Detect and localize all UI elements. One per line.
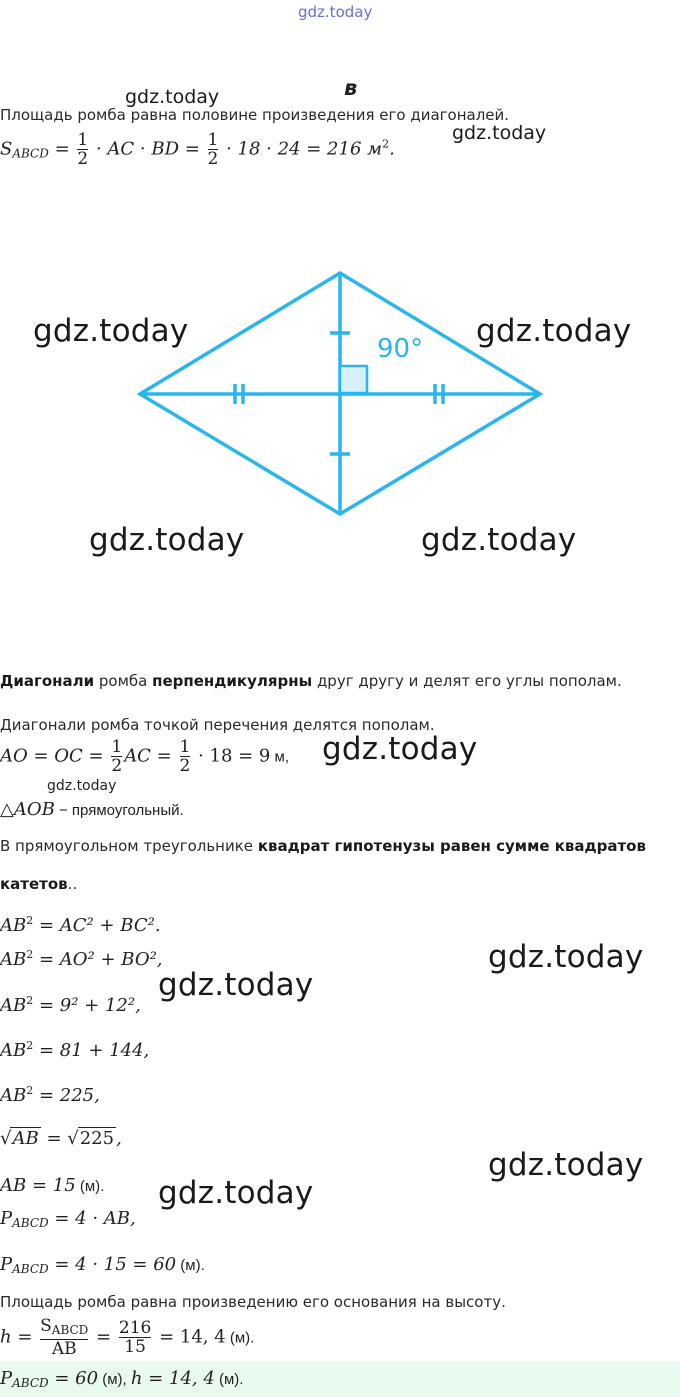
watermark: gdz.today — [125, 86, 220, 108]
watermark: gdz.today — [47, 778, 117, 794]
pythagoras-rule-text-cont: катетов.. — [0, 875, 78, 893]
answer-line: $P_{ABCD} = 60$ (м), h = 14, 4 (м). — [0, 1368, 244, 1390]
step-line: $AB^2 = 225$, — [0, 1084, 100, 1106]
step-line: $AB^2 = 81 + 144$, — [0, 1039, 150, 1061]
step-line: $AB^2 = 9^2 + 12^2$, — [0, 994, 141, 1016]
area-rule-text: Площадь ромба равна половине произведения его диагоналей. — [0, 106, 510, 124]
watermark: gdz.today — [488, 1147, 644, 1183]
height-rule-text: Площадь ромба равна произведению его основания на высоту. — [0, 1293, 506, 1311]
area-formula: $S_{ABCD}$ = $\frac{1}{2}$ · AC · BD = $\frac{1}{2}$ · 18 · 24 = 216 $м^2$. — [0, 130, 395, 169]
angle-label: 90° — [377, 334, 424, 364]
watermark: gdz.today — [158, 1175, 314, 1211]
watermark: gdz.today — [33, 313, 189, 349]
bisect-rule-text: Диагонали ромба точкой перечения делятся пополам. — [0, 716, 435, 734]
pythagoras-rule-text: В прямоугольном треугольнике квадрат гипотенузы равен сумме квадратов — [0, 837, 646, 855]
perimeter-formula: $P_{ABCD} = 4$ · AB, — [0, 1208, 136, 1230]
diagonal-rule-text: Диагонали ромба перпендикулярны друг другу и делят его углы пополам. — [0, 672, 622, 690]
watermark-top: gdz.today — [298, 3, 373, 21]
ao-formula: AO = OC = $\frac{1}{2}$ AC = $\frac{1}{2}$ · 18 = 9 м, — [0, 737, 290, 776]
watermark: gdz.today — [89, 522, 245, 558]
triangle-line: △AOB − прямоугольный. — [0, 799, 184, 820]
watermark: gdz.today — [476, 313, 632, 349]
ab-result: AB = 15 (м). — [0, 1175, 105, 1196]
section-heading: в — [344, 76, 358, 100]
watermark: gdz.today — [158, 967, 314, 1003]
right-angle-marker — [340, 366, 367, 393]
rhombus-diagram — [0, 0, 680, 560]
perimeter-value: $P_{ABCD} = 4 \cdot 15 = 60$ (м). — [0, 1254, 205, 1276]
watermark: gdz.today — [452, 122, 547, 144]
sqrt-line: √AB = √225 , — [0, 1128, 122, 1149]
watermark: gdz.today — [488, 939, 644, 975]
step-line: $AB^2 = AC^2 + BC^2$. — [0, 914, 161, 936]
watermark: gdz.today — [322, 731, 478, 767]
height-formula: h = $\frac{S_{ABCD}}{AB}$ = $\frac{216}{15}$ = 14, 4 (м). — [0, 1316, 255, 1359]
step-line: $AB^2 = AO^2 + BO^2$, — [0, 948, 163, 970]
watermark: gdz.today — [421, 522, 577, 558]
